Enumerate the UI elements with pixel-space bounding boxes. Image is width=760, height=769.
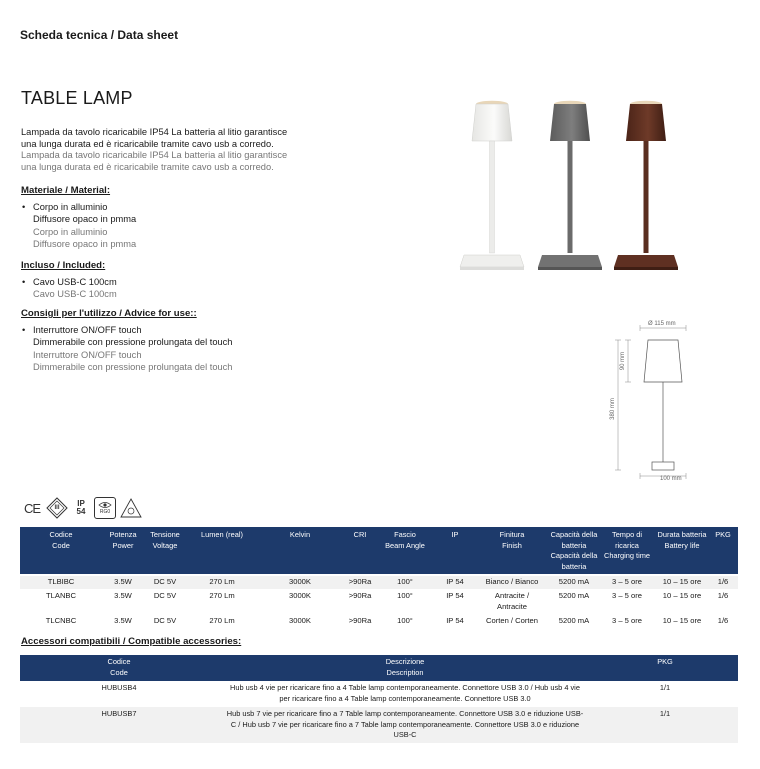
col-finish-en: Finish: [502, 540, 522, 550]
diameter-label: Ø 115 mm: [648, 321, 676, 327]
advice-en-2: Dimmerabile con pressione prolungata del touch: [33, 362, 233, 373]
acc-col-code: [90, 657, 148, 678]
ip54-icon: [72, 497, 90, 519]
description-it-line-2: una lunga durata ed è ricaricabile tramite cavo usb a corredo.: [21, 138, 274, 149]
cell-power: 3.5W: [114, 577, 132, 586]
cell-kelvin: 3000K: [289, 577, 311, 586]
col-charging-it-2: ricarica: [615, 540, 639, 550]
included-it-1: Cavo USB-C 100cm: [33, 277, 117, 287]
advice-it-2: Dimmerabile con pressione prolungata del touch: [33, 337, 233, 348]
col-pkg-label: PKG: [715, 530, 731, 539]
accessories-table-header: [20, 655, 738, 681]
col-capacity-it-2: batteria: [561, 540, 587, 550]
cell-ip: IP 54: [446, 577, 464, 586]
col-capacity-en-2: batteria: [561, 561, 587, 571]
cell-life: 10 – 15 ore: [662, 591, 702, 600]
cell-life: 10 – 15 ore: [662, 616, 702, 625]
certification-icons: [22, 496, 142, 520]
eye-icon: [98, 501, 112, 509]
advice-section-title: Consigli per l'utilizzo / Advice for use::: [21, 308, 197, 319]
cell-finish-line-2: Antracite: [497, 601, 527, 611]
cell-lumen: 270 Lm: [209, 616, 235, 625]
acc-desc-line-2: per ricaricare fino a 4 Table lamp contemporaneamente. Connettore USB 3.0: [279, 693, 531, 703]
col-code-en: Code: [52, 540, 70, 550]
acc-cell-description: [200, 683, 610, 704]
cell-lumen: 270 Lm: [209, 591, 235, 600]
cell-pkg: 1/6: [717, 616, 729, 625]
cell-code: TLANBC: [46, 591, 76, 600]
col-finish: [482, 530, 542, 551]
acc-desc-line-3: USB-C: [393, 730, 417, 739]
accessories-section-title: Accessori compatibili / Compatible accessories:: [21, 636, 242, 647]
cell-capacity: 5200 mA: [558, 591, 590, 600]
material-list: [21, 201, 321, 251]
cell-code: TLCNBC: [45, 616, 77, 625]
cell-voltage: DC 5V: [153, 591, 177, 600]
cell-beam: 100°: [397, 616, 413, 625]
spec-table-header: [20, 527, 738, 574]
acc-desc-line-2: C / Hub usb 7 vie per ricaricare fino a 7 Table lamp contemporaneamente. Connettore USB 3.0 e riduzione: [230, 719, 580, 729]
description-en-line-1: Lampada da tavolo ricaricabile IP54 La batteria al litio garantisce: [21, 150, 288, 161]
cell-charging: 3 – 5 ore: [612, 577, 642, 586]
acc-desc-line-1: Hub usb 4 vie per ricaricare fino a 4 Table lamp contemporaneamente. Connettore USB 3.0 / Hub usb 4 vie: [230, 683, 580, 692]
rg0-eye-icon: [94, 497, 116, 519]
acc-col-desc-it: Descrizione: [385, 657, 425, 666]
advice-list: [21, 324, 321, 374]
cell-ip: IP 54: [446, 616, 464, 625]
acc-col-code-it: Codice: [107, 657, 131, 666]
white-lamp-image: [456, 95, 528, 275]
cell-capacity: 5200 mA: [558, 577, 590, 586]
cell-finish: [479, 616, 545, 627]
base-width-label: 100 mm: [660, 476, 682, 482]
product-title: TABLE LAMP: [21, 88, 133, 108]
grey-lamp-image: [534, 95, 606, 275]
col-power: [98, 530, 148, 551]
bullet: •: [22, 202, 26, 212]
product-description: [21, 127, 321, 173]
col-ip: [445, 530, 465, 541]
col-beam: [380, 530, 430, 551]
col-voltage-en: Voltage: [152, 540, 178, 550]
cell-beam: 100°: [397, 577, 413, 586]
included-en-1: Cavo USB-C 100cm: [33, 289, 117, 300]
ce-mark-icon: [22, 497, 42, 519]
table-row: [20, 576, 738, 589]
col-capacity-en-1: Capacità della: [550, 551, 598, 560]
product-images: [452, 95, 692, 280]
col-ip-label: IP: [451, 530, 459, 539]
col-life-en: Battery life: [664, 540, 700, 550]
warning-triangle-icon: [120, 497, 142, 519]
cell-kelvin: 3000K: [289, 591, 311, 600]
acc-cell-pkg: 1/1: [659, 683, 671, 692]
col-kelvin: [278, 530, 322, 541]
col-beam-it: Fascio: [394, 530, 416, 539]
cell-cri: >90Ra: [348, 591, 372, 600]
cell-cri: >90Ra: [348, 577, 372, 586]
cell-finish: [479, 577, 545, 588]
acc-desc-line-1: Hub usb 7 vie per ricaricare fino a 7 Table lamp contemporaneamente. Connettore USB 3.0 e riduzione USB-: [226, 709, 584, 718]
col-voltage: [144, 530, 186, 551]
corten-lamp-image: [610, 95, 682, 275]
included-list: [21, 276, 321, 301]
col-charging-it-1: Tempo di: [612, 530, 642, 539]
table-row: [20, 590, 738, 615]
cell-charging: 3 – 5 ore: [612, 591, 642, 600]
material-en-1: Corpo in alluminio: [33, 226, 108, 237]
col-cri: [345, 530, 375, 541]
col-pkg: [712, 530, 734, 541]
cell-finish: [479, 591, 545, 612]
class-iii-icon: [46, 497, 68, 519]
col-capacity-it-1: Capacità della: [550, 530, 598, 539]
acc-col-description: [360, 657, 450, 678]
material-section-title: Materiale / Material:: [21, 185, 111, 196]
cell-voltage: DC 5V: [153, 616, 177, 625]
cell-kelvin: 3000K: [289, 616, 311, 625]
col-power-it: Potenza: [109, 530, 137, 539]
col-charging-time: [602, 530, 652, 562]
cell-lumen: 270 Lm: [209, 577, 235, 586]
cell-pkg: 1/6: [717, 577, 729, 586]
col-battery-life: [653, 530, 711, 551]
bullet: •: [22, 277, 26, 287]
cell-finish-line-1: Corten / Corten: [486, 616, 538, 625]
col-lumen-label: Lumen (real): [201, 530, 243, 539]
col-beam-en: Beam Angle: [385, 540, 425, 550]
cell-code: TLBIBC: [47, 577, 75, 586]
cell-power: 3.5W: [114, 591, 132, 600]
col-voltage-it: Tensione: [150, 530, 180, 539]
cell-ip: IP 54: [446, 591, 464, 600]
acc-cell-code: HUBUSB4: [101, 683, 137, 692]
cell-charging: 3 – 5 ore: [612, 616, 642, 625]
cell-voltage: DC 5V: [153, 577, 177, 586]
acc-col-code-en: Code: [110, 667, 128, 677]
cell-capacity: 5200 mA: [558, 616, 590, 625]
acc-col-pkg: [650, 657, 680, 668]
cell-cri: >90Ra: [348, 616, 372, 625]
acc-col-pkg-label: PKG: [657, 657, 673, 666]
col-cri-label: CRI: [353, 530, 367, 539]
acc-col-desc-en: Description: [386, 667, 424, 677]
acc-cell-code: HUBUSB7: [101, 709, 137, 718]
material-it-2: Diffusore opaco in pmma: [33, 214, 137, 225]
ip-text: IP: [77, 499, 85, 508]
shade-height-label: 90 mm: [620, 351, 627, 371]
col-life-it: Durata batteria: [657, 530, 707, 539]
description-it-line-1: Lampada da tavolo ricaricabile IP54 La batteria al litio garantisce: [21, 127, 288, 137]
cell-finish-line-1: Bianco / Bianco: [485, 577, 539, 586]
col-charging-en: Charging time: [603, 551, 650, 560]
cell-finish-line-1: Antracite /: [494, 591, 530, 600]
table-row: [20, 707, 738, 743]
description-en-line-2: una lunga durata ed è ricaricabile tramite cavo usb a corredo.: [21, 161, 274, 172]
rg0-text: RG0: [99, 508, 111, 515]
advice-en-1: Interruttore ON/OFF touch: [33, 349, 142, 360]
ce-mark-text: CE: [23, 500, 41, 516]
bullet: •: [22, 325, 26, 335]
triangle-shape: [120, 498, 142, 518]
ip-number: 54: [76, 507, 86, 516]
cell-beam: 100°: [397, 591, 413, 600]
col-kelvin-label: Kelvin: [289, 530, 311, 539]
col-power-en: Power: [112, 540, 134, 550]
doc-type-header: Scheda tecnica / Data sheet: [20, 28, 179, 42]
col-code-it: Codice: [49, 530, 73, 539]
advice-it-1: Interruttore ON/OFF touch: [33, 325, 142, 335]
acc-cell-description: [200, 709, 610, 741]
material-it-1: Corpo in alluminio: [33, 202, 108, 212]
col-lumen: [192, 530, 252, 541]
cell-power: 3.5W: [114, 616, 132, 625]
col-battery-capacity: [545, 530, 603, 572]
dimension-drawing: [600, 318, 700, 488]
class-iii-text: III: [54, 505, 60, 511]
col-code: [33, 530, 89, 551]
material-en-2: Diffusore opaco in pmma: [33, 239, 137, 250]
table-row: [20, 682, 738, 706]
total-height-label: 380 mm: [609, 398, 616, 420]
included-section-title: Incluso / Included:: [21, 260, 106, 271]
cell-pkg: 1/6: [717, 591, 729, 600]
table-row: [20, 615, 738, 629]
col-finish-it: Finitura: [499, 530, 525, 539]
cell-life: 10 – 15 ore: [662, 577, 702, 586]
acc-cell-pkg: 1/1: [659, 709, 671, 718]
